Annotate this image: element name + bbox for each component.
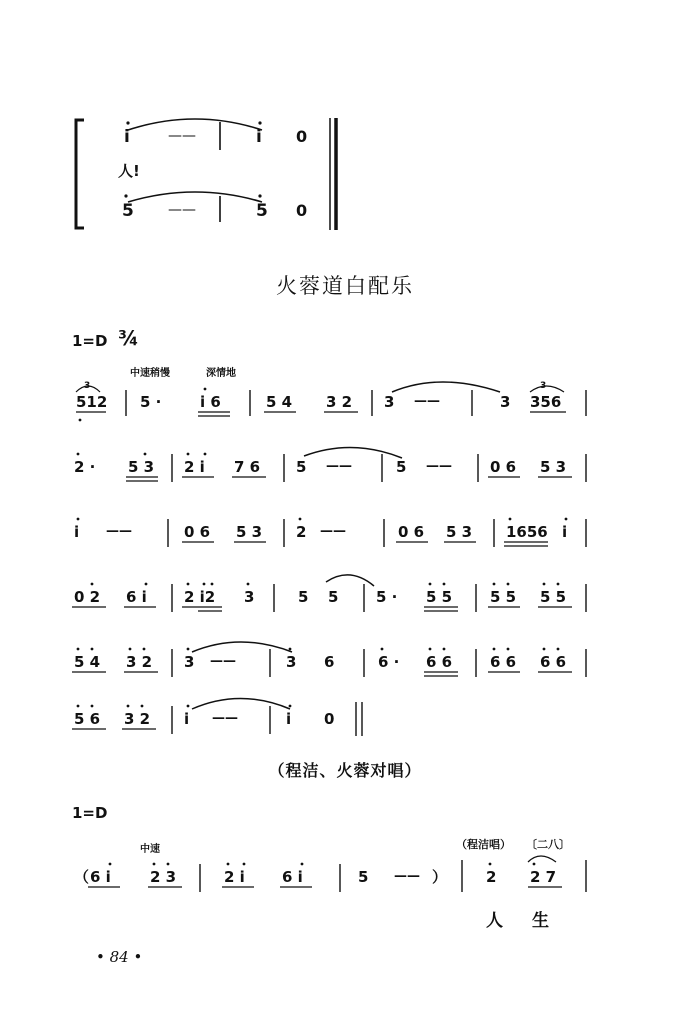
meter-marking: 〔二八〕 bbox=[526, 838, 570, 851]
svg-text:5 3: 5 3 bbox=[446, 523, 473, 541]
dot-above bbox=[124, 194, 127, 197]
svg-text:2 ·: 2 · bbox=[74, 458, 96, 476]
svg-text:3 2: 3 2 bbox=[124, 710, 151, 728]
key-signature-2: 1=D bbox=[72, 804, 108, 822]
dash-lower: —— bbox=[168, 202, 196, 218]
svg-text:6 6: 6 6 bbox=[490, 653, 517, 671]
svg-text:）: ） bbox=[432, 868, 448, 886]
svg-text:2 i: 2 i bbox=[224, 868, 245, 886]
page-title: 火蓉道白配乐 bbox=[276, 274, 414, 298]
svg-text:2 i2: 2 i2 bbox=[184, 588, 216, 606]
svg-text:3 2: 3 2 bbox=[126, 653, 153, 671]
svg-text:5 5: 5 5 bbox=[490, 588, 517, 606]
svg-text:2: 2 bbox=[296, 523, 307, 541]
svg-text:6 ·: 6 · bbox=[378, 653, 400, 671]
svg-text:（: （ bbox=[74, 868, 90, 886]
svg-text:3 2: 3 2 bbox=[326, 393, 353, 411]
svg-text:5: 5 bbox=[296, 458, 307, 476]
time-signature: ¾ bbox=[118, 326, 139, 350]
final-barline bbox=[330, 118, 336, 230]
svg-text:2 i: 2 i bbox=[184, 458, 205, 476]
dash-upper: —— bbox=[168, 128, 196, 144]
svg-text:i: i bbox=[74, 523, 80, 541]
triplet-mark: 3 bbox=[84, 381, 91, 391]
svg-text:6 i: 6 i bbox=[126, 588, 147, 606]
svg-text:——: —— bbox=[210, 654, 236, 669]
svg-text:——: —— bbox=[320, 524, 346, 539]
svg-text:2: 2 bbox=[486, 868, 497, 886]
note-upper-2: i bbox=[256, 127, 262, 147]
svg-text:2 3: 2 3 bbox=[150, 868, 177, 886]
svg-text:1656: 1656 bbox=[506, 523, 548, 541]
singer-marking: （程洁唱） bbox=[456, 838, 511, 851]
svg-text:6 6: 6 6 bbox=[540, 653, 567, 671]
note-lower-2: 5 bbox=[256, 201, 268, 221]
svg-text:——: —— bbox=[106, 524, 132, 539]
svg-text:0: 0 bbox=[324, 710, 335, 728]
svg-text:3: 3 bbox=[500, 393, 511, 411]
rest-upper: 0 bbox=[296, 127, 308, 146]
svg-text:5 4: 5 4 bbox=[74, 653, 101, 671]
svg-text:6 i: 6 i bbox=[90, 868, 111, 886]
lyric-ren: 人! bbox=[118, 162, 140, 180]
svg-text:——: —— bbox=[394, 869, 420, 884]
svg-text:i: i bbox=[184, 710, 190, 728]
svg-text:5: 5 bbox=[358, 868, 369, 886]
expression-marking: 深情地 bbox=[206, 368, 236, 379]
note-lower-1: 5 bbox=[122, 201, 134, 221]
note-upper-1: i bbox=[124, 127, 130, 147]
svg-text:6 i: 6 i bbox=[282, 868, 303, 886]
svg-text:5 3: 5 3 bbox=[540, 458, 567, 476]
rest-lower: 0 bbox=[296, 201, 308, 220]
tie-lower bbox=[128, 192, 262, 202]
svg-text:6 6: 6 6 bbox=[426, 653, 453, 671]
svg-text:0 2: 0 2 bbox=[74, 588, 101, 606]
svg-text:3: 3 bbox=[286, 653, 297, 671]
svg-text:3: 3 bbox=[184, 653, 195, 671]
svg-text:356: 356 bbox=[530, 393, 562, 411]
svg-text:5: 5 bbox=[396, 458, 407, 476]
svg-text:0 6: 0 6 bbox=[490, 458, 517, 476]
svg-text:3: 3 bbox=[540, 381, 547, 391]
dot-above bbox=[258, 194, 261, 197]
svg-text:5 3: 5 3 bbox=[236, 523, 263, 541]
svg-text:6: 6 bbox=[324, 653, 335, 671]
svg-text:3: 3 bbox=[384, 393, 395, 411]
svg-text:i: i bbox=[286, 710, 292, 728]
svg-text:——: —— bbox=[426, 459, 452, 474]
svg-text:7 6: 7 6 bbox=[234, 458, 261, 476]
svg-text:0 6: 0 6 bbox=[184, 523, 211, 541]
score-section-1 bbox=[0, 372, 690, 742]
svg-text:512: 512 bbox=[76, 393, 108, 411]
tempo-marking-2: 中速 bbox=[140, 844, 160, 855]
svg-text:——: —— bbox=[212, 711, 238, 726]
lyric-ren: 人 bbox=[486, 911, 503, 931]
svg-text:i 6: i 6 bbox=[200, 393, 221, 411]
svg-text:3: 3 bbox=[244, 588, 255, 606]
svg-text:5: 5 bbox=[298, 588, 309, 606]
dot-above bbox=[258, 121, 261, 124]
lyric-sheng: 生 bbox=[532, 911, 549, 931]
top-system bbox=[0, 110, 690, 240]
duet-subtitle: （程洁、火蓉对唱） bbox=[268, 761, 422, 780]
key-signature: 1=D bbox=[72, 332, 108, 350]
svg-text:5 ·: 5 · bbox=[140, 393, 162, 411]
svg-text:——: —— bbox=[326, 459, 352, 474]
svg-text:2 7: 2 7 bbox=[530, 868, 557, 886]
svg-text:0 6: 0 6 bbox=[398, 523, 425, 541]
svg-text:i: i bbox=[562, 523, 568, 541]
svg-text:5 6: 5 6 bbox=[74, 710, 101, 728]
svg-text:5 5: 5 5 bbox=[426, 588, 453, 606]
left-brace bbox=[76, 120, 84, 228]
dot-above bbox=[126, 121, 129, 124]
svg-text:5 4: 5 4 bbox=[266, 393, 293, 411]
page-number: • 84 • bbox=[96, 948, 143, 966]
svg-text:5 ·: 5 · bbox=[376, 588, 398, 606]
svg-text:5 3: 5 3 bbox=[128, 458, 155, 476]
score-section-2 bbox=[0, 848, 690, 908]
svg-text:——: —— bbox=[414, 394, 440, 409]
tempo-marking: 中速稍慢 bbox=[130, 368, 170, 379]
svg-text:5: 5 bbox=[328, 588, 339, 606]
svg-text:5 5: 5 5 bbox=[540, 588, 567, 606]
